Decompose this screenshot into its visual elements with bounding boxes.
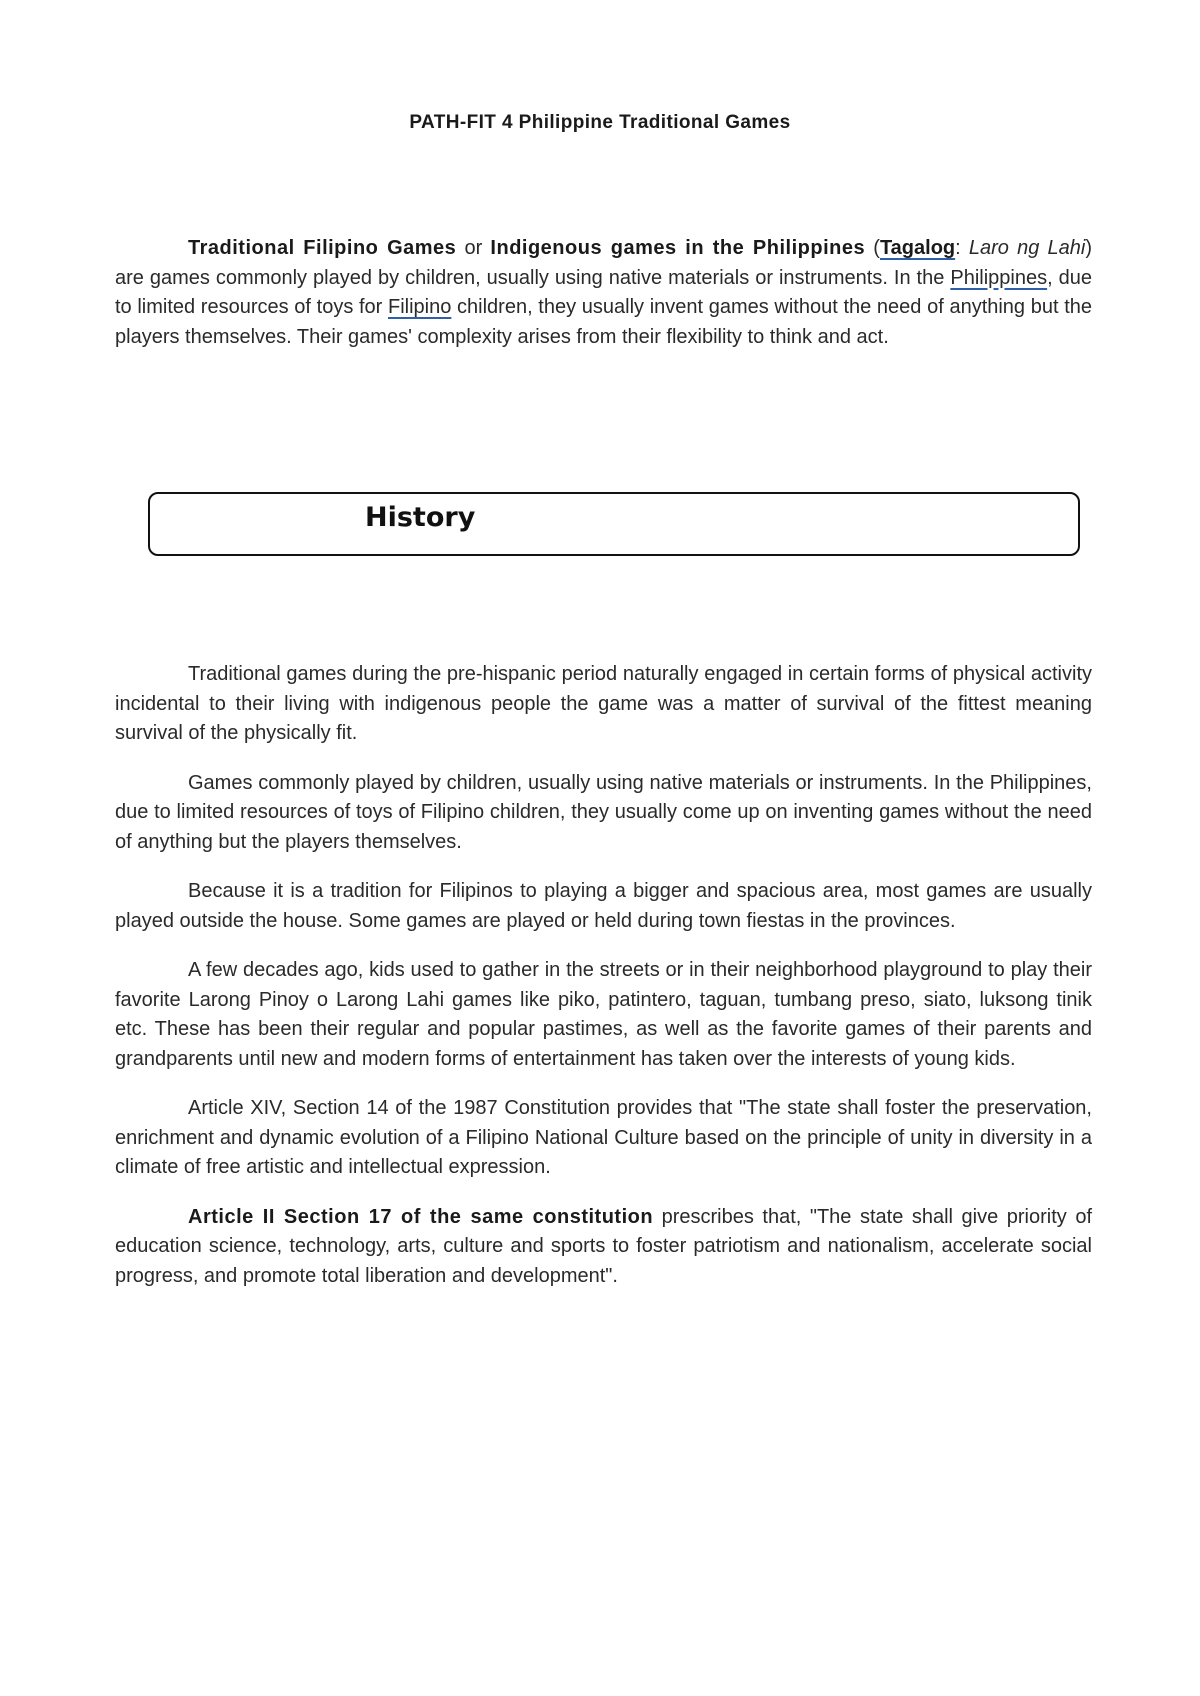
term-traditional-filipino-games: Traditional Filipino Games xyxy=(188,237,457,259)
native-name: Laro ng Lahi xyxy=(968,237,1086,259)
intro-colon: : xyxy=(955,237,969,259)
history-paragraph: Because it is a tradition for Filipinos to playing a bigger and spacious area, most games are usually played outside the house. Some games are played or held during town fiestas in the provinces. xyxy=(115,880,1092,932)
history-paragraph: Games commonly played by children, usually using native materials or instruments. In the Philippines, due to limited resources of toys of Filipino children, they usually come up on inventing games without the need of anything but the players themselves. xyxy=(115,771,1092,853)
tagalog-link[interactable]: Tagalog xyxy=(879,237,956,259)
intro-text-2: , due to limited resources of toys for xyxy=(115,266,1093,318)
history-paragraph: A few decades ago, kids used to gather in the streets or in their neighborhood playground to play their favorite Larong Pinoy o Larong Lahi games like piko, patintero, taguan, tumbang preso, siato, luksong tinik etc. These has been their regular and popular pastimes, as well as the favorite games of their parents and grandparents until new and modern forms of entertainment has taken over the interests of young kids. xyxy=(115,959,1092,1070)
intro-section xyxy=(115,234,1092,352)
filipino-link[interactable]: Filipino xyxy=(388,296,452,318)
intro-or: or xyxy=(456,237,491,259)
intro-open-paren: ( xyxy=(865,237,880,259)
intro-paragraph xyxy=(115,234,1092,352)
history-heading-box xyxy=(148,492,1080,556)
article-ii-text: prescribes that, "The state shall give priority of education science, technology, arts, culture and sports to foster patriotism and nationalism, accelerate social progress, and promote total liberation and development". xyxy=(115,1205,1092,1287)
history-heading: History xyxy=(365,502,476,533)
intro-text-1: ) are games commonly played by children, usually using native materials or instruments. In the xyxy=(115,237,1092,289)
history-section xyxy=(115,660,1092,1291)
article-ii-reference: Article II Section 17 of the same constitution xyxy=(188,1205,654,1228)
philippines-link[interactable]: Philippines xyxy=(950,266,1048,289)
history-paragraph: Article XIV, Section 14 of the 1987 Constitution provides that "The state shall foster the preservation, enrichment and dynamic evolution of a Filipino National Culture based on the principle of unity in diversity in a climate of free artistic and intellectual expression. xyxy=(115,1097,1092,1178)
history-paragraph: Traditional games during the pre-hispanic period naturally engaged in certain forms of physical activity incidental to their living with indigenous people the game was a matter of survival of the fittest meaning survival of the physically fit. xyxy=(115,663,1092,744)
intro-text-3: children, they usually invent games without the need of anything but the players themselves. Their games' complexity arises from their flexibility to think and act. xyxy=(115,296,1093,348)
history-paragraph-article-ii xyxy=(115,1203,1092,1292)
document-title: PATH-FIT 4 Philippine Traditional Games xyxy=(409,112,791,133)
term-indigenous-games: Indigenous games in the Philippines xyxy=(490,237,866,259)
